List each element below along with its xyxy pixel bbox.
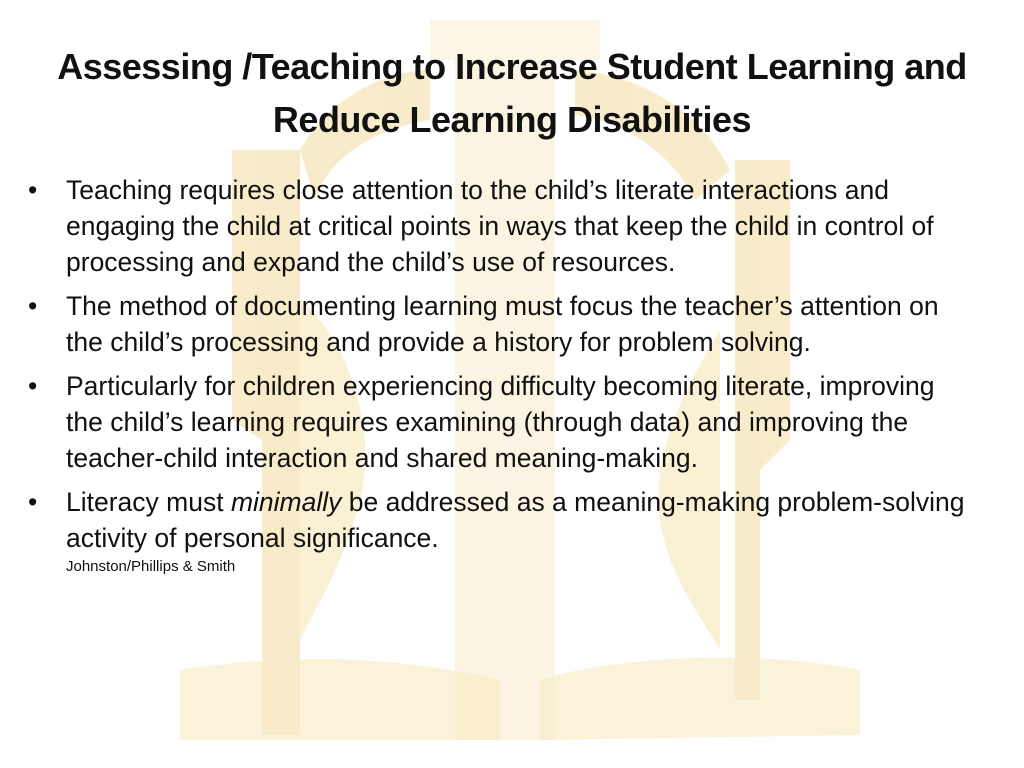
bullet-item	[28, 288, 978, 360]
bullet-item	[28, 484, 978, 576]
bullet-list	[28, 172, 978, 584]
bullet-text-before: Literacy must	[66, 487, 231, 517]
bullet-text: The method of documenting learning must focus the teacher’s attention on the child’s processing and provide a history for problem solving.	[66, 291, 939, 357]
bullet-icon: •	[28, 487, 38, 517]
bullet-icon: •	[28, 175, 38, 205]
bullet-icon: •	[28, 371, 38, 401]
bullet-text-after: be addressed as a meaning-making problem-solving activity of personal significance.	[66, 487, 965, 553]
bullet-text: Particularly for children experiencing difficulty becoming literate, improving the child’s learning requires examining (through data) and improving the teacher-child interaction and shared meaning-making.	[66, 371, 935, 473]
bullet-text: Teaching requires close attention to the child’s literate interactions and engaging the child at critical points in ways that keep the child in control of processing and expand the child’s use of resources.	[66, 175, 934, 277]
source-citation: Johnston/Phillips & Smith	[66, 558, 236, 575]
bullet-item	[28, 172, 978, 280]
bullet-icon: •	[28, 291, 38, 321]
bullet-item	[28, 368, 978, 476]
slide-title: Assessing /Teaching to Increase Student Learning and Reduce Learning Disabilities	[57, 46, 967, 140]
bullet-text-emphasis: minimally	[230, 487, 342, 517]
